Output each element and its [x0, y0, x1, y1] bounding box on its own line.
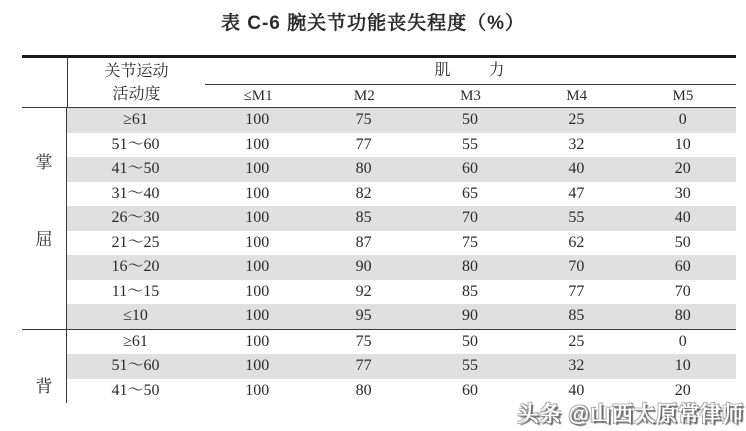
value-cell: 30 [674, 184, 691, 202]
row-group-0 [22, 108, 736, 329]
value-cell: 60 [461, 381, 478, 399]
value-cell: 100 [245, 307, 270, 324]
range-cell: 21～25 [111, 233, 160, 251]
value-cell: 60 [674, 258, 691, 275]
table-row [67, 231, 736, 256]
value-cell: 40 [568, 160, 585, 177]
value-cell: 10 [674, 357, 691, 374]
value-cell: 55 [461, 357, 478, 374]
header-col-m2: M2 [353, 87, 375, 104]
range-cell: 16～20 [111, 258, 160, 275]
value-cell: 95 [355, 307, 372, 324]
value-cell: 75 [461, 233, 478, 251]
value-cell: 92 [355, 282, 372, 300]
watermark: 头条 @山西太原常律师 [517, 403, 744, 426]
value-cell: 82 [355, 184, 372, 202]
value-cell: 20 [674, 381, 691, 399]
header-col-m5: M5 [672, 87, 694, 104]
value-cell: 40 [568, 381, 585, 399]
value-cell: 80 [674, 307, 691, 324]
value-cell: 77 [568, 282, 585, 300]
value-cell: 100 [245, 233, 270, 251]
header-muscle-section [205, 58, 736, 107]
value-cell: 75 [355, 111, 372, 128]
value-cell: 47 [568, 184, 585, 202]
header-group-spacer [22, 58, 68, 107]
table-row [67, 108, 736, 133]
value-cell: 65 [461, 184, 478, 202]
value-cell: 85 [355, 209, 372, 226]
value-cell: 40 [674, 209, 691, 226]
group-label-char: 背 [35, 377, 53, 396]
value-cell: 25 [568, 111, 585, 128]
range-cell: 51～60 [111, 357, 160, 374]
value-cell: 80 [355, 160, 372, 177]
table-body [22, 108, 736, 403]
value-cell: 70 [461, 209, 478, 226]
value-cell: 100 [245, 111, 270, 128]
value-cell: 32 [568, 135, 585, 153]
value-cell: 100 [245, 282, 270, 300]
value-cell: 100 [245, 160, 270, 177]
table-row [67, 133, 736, 158]
value-cell: 80 [355, 381, 372, 399]
value-cell: 55 [568, 209, 585, 226]
header-col-m4: M4 [566, 87, 588, 104]
value-cell: 77 [355, 135, 372, 153]
value-cell: 100 [245, 258, 270, 275]
range-cell: ≥61 [123, 111, 148, 128]
range-cell: ≥61 [123, 332, 148, 350]
group-rows [67, 108, 736, 329]
value-cell: 0 [678, 111, 687, 128]
value-cell: 90 [461, 307, 478, 324]
group-label [22, 108, 67, 329]
table-row [67, 206, 736, 231]
table-row [67, 157, 736, 182]
range-cell: 51～60 [111, 135, 160, 153]
data-table [22, 55, 736, 403]
value-cell: 10 [674, 135, 691, 153]
range-cell: 11～15 [111, 282, 160, 300]
value-cell: 100 [245, 357, 270, 374]
table-row [67, 330, 736, 355]
value-cell: 60 [461, 160, 478, 177]
value-cell: 85 [568, 307, 585, 324]
value-cell: 50 [461, 111, 478, 128]
value-cell: 55 [461, 135, 478, 153]
value-cell: 100 [245, 184, 270, 202]
range-cell: 41～50 [111, 160, 160, 177]
value-cell: 70 [568, 258, 585, 275]
header-muscle-label: 肌 力 [205, 58, 736, 85]
range-cell: ≤10 [123, 307, 148, 324]
header-col-m3: M3 [460, 87, 481, 104]
value-cell: 90 [355, 258, 372, 275]
header-range-column [68, 58, 205, 107]
table-row [67, 354, 736, 379]
value-cell: 50 [674, 233, 691, 251]
table-row [67, 304, 736, 329]
value-cell: 0 [678, 332, 687, 350]
range-cell: 41～50 [111, 381, 160, 399]
group-label-char: 掌 [35, 153, 53, 173]
value-cell: 20 [674, 160, 691, 177]
header-col-le-m1: ≤M1 [243, 87, 273, 104]
value-cell: 100 [245, 381, 270, 399]
range-cell: 31～40 [111, 184, 160, 202]
row-group-1 [22, 329, 736, 404]
value-cell: 100 [245, 332, 270, 350]
value-cell: 70 [674, 282, 691, 300]
value-cell: 62 [568, 233, 585, 251]
value-cell: 77 [355, 357, 372, 374]
group-rows [67, 330, 736, 404]
value-cell: 50 [461, 332, 478, 350]
table-title: 表 C-6 腕关节功能丧失程度（%） [220, 13, 526, 34]
value-cell: 100 [245, 209, 270, 226]
group-label [22, 330, 67, 404]
table-row [67, 280, 736, 305]
value-cell: 100 [245, 135, 270, 153]
table-row [67, 182, 736, 207]
header-muscle-columns [205, 85, 736, 107]
group-label-char: 屈 [35, 230, 53, 250]
value-cell: 25 [568, 332, 585, 350]
header-range-label-line1: 关节运动 [104, 62, 169, 80]
range-cell: 26～30 [111, 209, 160, 226]
value-cell: 32 [568, 357, 585, 374]
header-range-label-line2: 活动度 [112, 85, 161, 103]
value-cell: 87 [355, 233, 372, 251]
table-header [22, 58, 736, 108]
table-row [67, 255, 736, 280]
value-cell: 80 [461, 258, 478, 275]
value-cell: 75 [355, 332, 372, 350]
value-cell: 85 [461, 282, 478, 300]
